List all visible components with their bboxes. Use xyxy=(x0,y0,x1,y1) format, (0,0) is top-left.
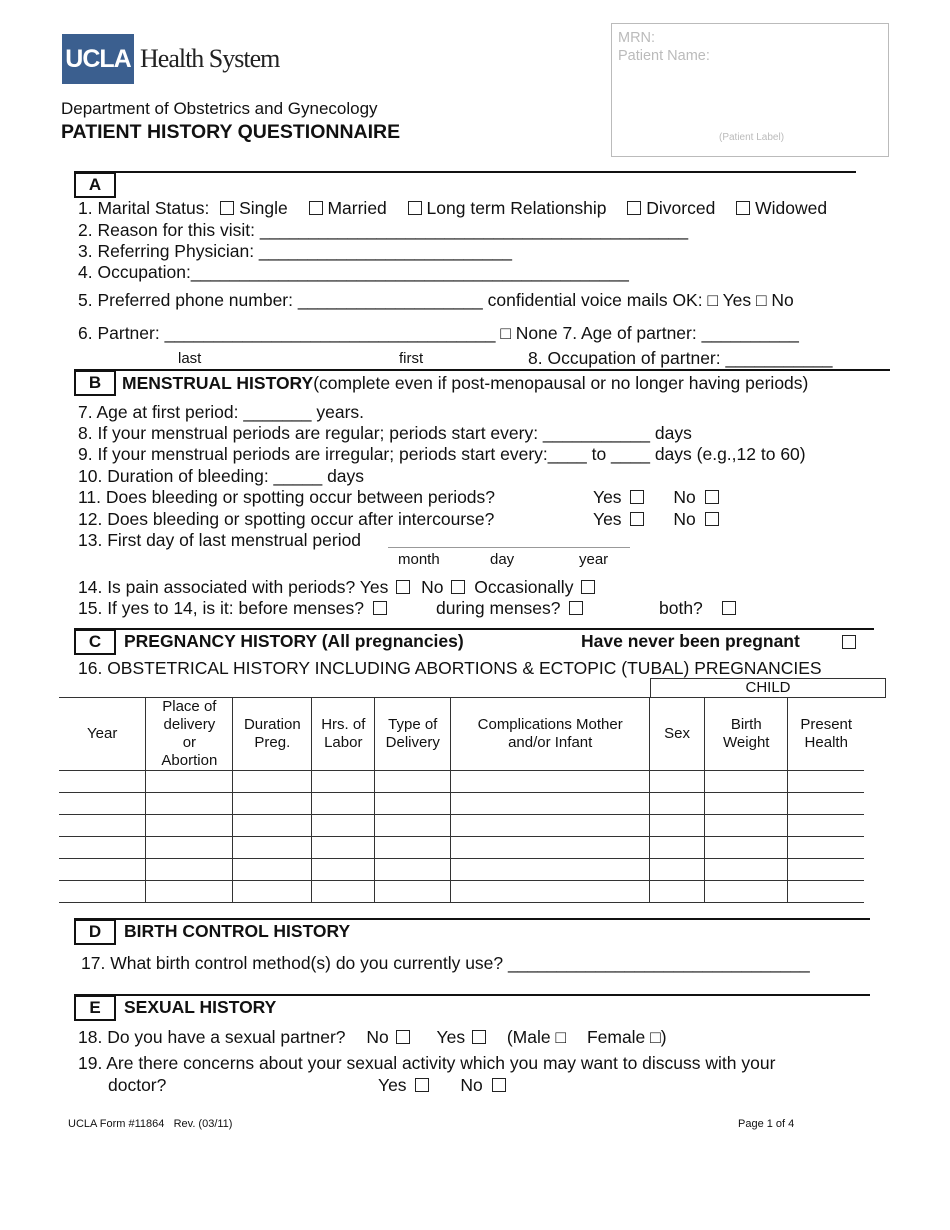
q18-male-option[interactable]: (Male □ xyxy=(506,1027,567,1047)
q12-yes-checkbox[interactable] xyxy=(630,512,644,526)
q15-during-group xyxy=(436,598,583,619)
col-present-health: Present Health xyxy=(788,698,864,771)
section-d-rule xyxy=(74,918,870,920)
q16-heading: 16. OBSTETRICAL HISTORY INCLUDING ABORTIONS & ECTOPIC (TUBAL) PREGNANCIES xyxy=(78,658,822,678)
col-type-delivery: Type of Delivery xyxy=(375,698,451,771)
section-b-heading xyxy=(122,373,808,394)
table-row[interactable] xyxy=(59,859,864,881)
q11-no-checkbox[interactable] xyxy=(705,490,719,504)
q19-no-checkbox[interactable] xyxy=(492,1078,506,1092)
q13-month-caption: month xyxy=(398,551,440,568)
col-birth-weight: Birth Weight xyxy=(705,698,788,771)
q12-label: 12. Does bleeding or spotting occur after intercourse? xyxy=(78,509,495,529)
section-d-box: D xyxy=(74,919,116,945)
section-e-title: SEXUAL HISTORY xyxy=(124,997,277,1017)
q19-line2: doctor? xyxy=(108,1075,167,1095)
col-hours-labor: Hrs. of Labor xyxy=(312,698,375,771)
table-row[interactable] xyxy=(59,771,864,793)
q13-label: 13. First day of last menstrual period xyxy=(78,530,362,550)
q15-during-label: during menses? xyxy=(436,598,561,618)
q15-both-checkbox[interactable] xyxy=(722,601,736,615)
divorced-label: Divorced xyxy=(646,198,716,218)
q12-no-label: No xyxy=(673,509,696,529)
never-pregnant-label: Have never been pregnant xyxy=(581,631,800,651)
q15-both-label: both? xyxy=(659,598,703,618)
q19-yes-label: Yes xyxy=(378,1075,407,1095)
regular-period-field[interactable]: 8. If your menstrual periods are regular; periods start every: ___________ days xyxy=(78,423,692,443)
section-a-rule xyxy=(74,171,856,173)
q14-no-checkbox[interactable] xyxy=(451,580,465,594)
marital-status-label: 1. Marital Status: xyxy=(78,198,210,218)
table-row[interactable] xyxy=(59,815,864,837)
patient-label-caption: (Patient Label) xyxy=(719,132,785,143)
form-number: UCLA Form #11864 Rev. (03/11) xyxy=(68,1118,233,1130)
q14-row xyxy=(78,577,595,598)
section-c-rule xyxy=(74,628,874,630)
section-c-box: C xyxy=(74,629,116,655)
mrn-label: MRN: xyxy=(618,30,656,46)
section-b-rule xyxy=(74,369,890,371)
single-checkbox[interactable] xyxy=(220,201,234,215)
q18-female-option[interactable]: Female □) xyxy=(586,1027,667,1047)
q15-before-checkbox[interactable] xyxy=(373,601,387,615)
birth-control-field[interactable]: 17. What birth control method(s) do you currently use? _______________________________ xyxy=(81,953,810,973)
divorced-checkbox[interactable] xyxy=(627,201,641,215)
q14-yes-checkbox[interactable] xyxy=(396,580,410,594)
obstetrical-history-table xyxy=(59,697,864,903)
ucla-logo xyxy=(62,34,134,84)
partner-last-caption: last xyxy=(178,350,202,367)
patient-name-label: Patient Name: xyxy=(618,48,710,64)
q15-both-group xyxy=(659,598,736,619)
col-duration: Duration Preg. xyxy=(233,698,312,771)
col-place: Place of delivery or Abortion xyxy=(146,698,233,771)
section-c-title: PREGNANCY HISTORY (All pregnancies) xyxy=(124,631,464,651)
q15-during-checkbox[interactable] xyxy=(569,601,583,615)
q18-no-label: No xyxy=(366,1027,389,1047)
single-label: Single xyxy=(239,198,288,218)
department-name: Department of Obstetrics and Gynecology xyxy=(61,99,378,118)
section-a-box: A xyxy=(74,172,116,198)
irregular-period-field[interactable]: 9. If your menstrual periods are irregular; periods start every:____ to ____ days (e.g.,12 to 60) xyxy=(78,444,806,464)
section-e-rule xyxy=(74,994,870,996)
long-term-relationship-checkbox[interactable] xyxy=(408,201,422,215)
phone-number-field[interactable]: 5. Preferred phone number: ___________________ confidential voice mails OK: □ Yes □ No xyxy=(78,290,794,310)
q14-occasionally-checkbox[interactable] xyxy=(581,580,595,594)
referring-physician-field[interactable]: 3. Referring Physician: __________________________ xyxy=(78,241,512,261)
q11-yes-checkbox[interactable] xyxy=(630,490,644,504)
q14-no-label: No xyxy=(421,577,444,597)
never-pregnant-checkbox[interactable] xyxy=(842,635,856,649)
section-b-subtitle: (complete even if post-menopausal or no longer having periods) xyxy=(313,373,809,393)
q18-label: 18. Do you have a sexual partner? xyxy=(78,1027,346,1047)
patient-label-box xyxy=(611,23,889,157)
long-term-relationship-label: Long term Relationship xyxy=(426,198,607,218)
q19-line1: 19. Are there concerns about your sexual activity which you may want to discuss with your xyxy=(78,1053,776,1073)
partner-field[interactable]: 6. Partner: __________________________________ □ None 7. Age of partner: __________ xyxy=(78,323,799,343)
logo-health-system: Health System xyxy=(140,44,280,73)
q12-no-checkbox[interactable] xyxy=(705,512,719,526)
col-complications: Complications Mother and/or Infant xyxy=(451,698,650,771)
table-row[interactable] xyxy=(59,881,864,903)
last-period-date-field[interactable] xyxy=(388,547,630,548)
widowed-checkbox[interactable] xyxy=(736,201,750,215)
table-row[interactable] xyxy=(59,793,864,815)
table-header-row xyxy=(59,698,864,771)
married-label: Married xyxy=(327,198,387,218)
q11-options xyxy=(593,487,719,508)
q19-yes-checkbox[interactable] xyxy=(415,1078,429,1092)
q14-occasionally-label: Occasionally xyxy=(474,577,574,597)
section-d-title: BIRTH CONTROL HISTORY xyxy=(124,921,351,941)
q13-year-caption: year xyxy=(579,551,609,568)
partner-occupation-field[interactable]: 8. Occupation of partner: ___________ xyxy=(528,348,833,368)
q12-options xyxy=(593,509,719,530)
section-e-box: E xyxy=(74,995,116,1021)
q11-yes-label: Yes xyxy=(593,487,622,507)
q18-no-checkbox[interactable] xyxy=(396,1030,410,1044)
q18-yes-label: Yes xyxy=(436,1027,466,1047)
page-number: Page 1 of 4 xyxy=(738,1118,795,1130)
occupation-field[interactable]: 4. Occupation:_____________________________________________ xyxy=(78,262,629,282)
q14-label: 14. Is pain associated with periods? xyxy=(78,577,356,597)
q19-no-label: No xyxy=(460,1075,483,1095)
q18-row xyxy=(78,1027,667,1048)
married-checkbox[interactable] xyxy=(309,201,323,215)
reason-for-visit-field[interactable]: 2. Reason for this visit: ____________________________________________ xyxy=(78,220,689,240)
page-title: PATIENT HISTORY QUESTIONNAIRE xyxy=(61,121,401,143)
age-first-period-field[interactable]: 7. Age at first period: _______ years. xyxy=(78,402,365,422)
table-row[interactable] xyxy=(59,837,864,859)
q14-yes-label: Yes xyxy=(359,577,389,597)
q15-before-group xyxy=(78,598,387,619)
widowed-label: Widowed xyxy=(755,198,828,218)
marital-status-row xyxy=(78,198,827,219)
q11-label: 11. Does bleeding or spotting occur between periods? xyxy=(78,487,496,507)
logo-ucla-text: UCLA xyxy=(65,45,131,73)
child-header: CHILD xyxy=(650,678,886,698)
q13-day-caption: day xyxy=(490,551,515,568)
section-b-title: MENSTRUAL HISTORY xyxy=(122,373,314,393)
q15-label: 15. If yes to 14, is it: before menses? xyxy=(78,598,364,618)
q11-no-label: No xyxy=(673,487,696,507)
partner-first-caption: first xyxy=(399,350,424,367)
q19-options xyxy=(378,1075,506,1096)
section-b-box: B xyxy=(74,370,116,396)
q12-yes-label: Yes xyxy=(593,509,622,529)
bleeding-duration-field[interactable]: 10. Duration of bleeding: _____ days xyxy=(78,466,365,486)
col-year: Year xyxy=(59,698,146,771)
q18-yes-checkbox[interactable] xyxy=(472,1030,486,1044)
col-sex: Sex xyxy=(650,698,705,771)
